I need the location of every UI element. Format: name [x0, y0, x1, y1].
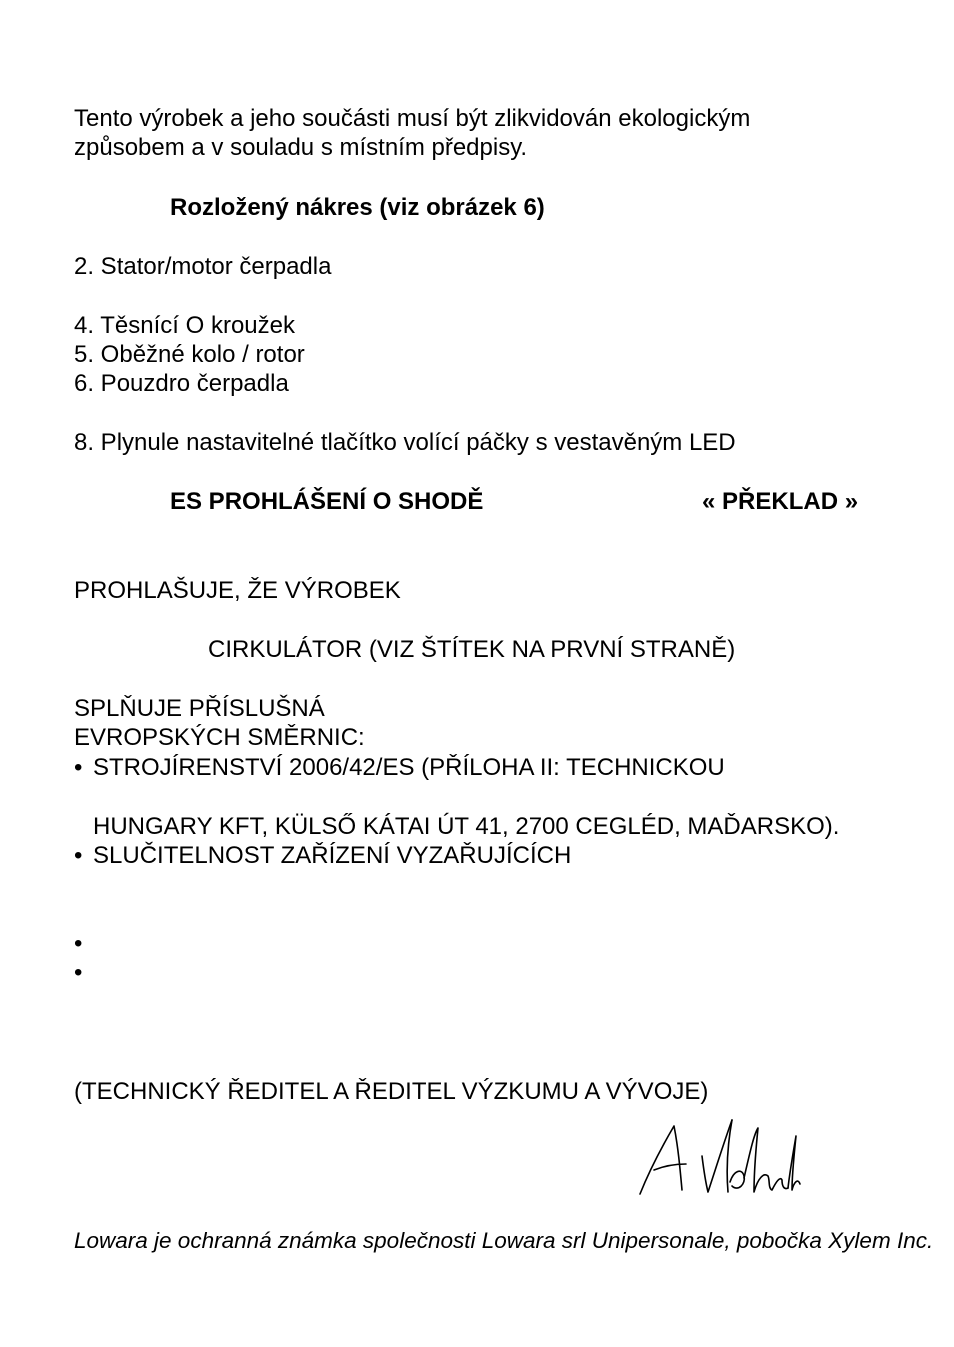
part-item-6: 6. Pouzdro čerpadla	[74, 370, 289, 397]
intro-line-1: Tento výrobek a jeho součásti musí být zlikvidován ekologickým	[74, 105, 751, 132]
part-item-2: 2. Stator/motor čerpadla	[74, 253, 332, 280]
exploded-drawing-heading: Rozložený nákres (viz obrázek 6)	[170, 194, 545, 221]
part-item-8: 8. Plynule nastavitelné tlačítko volící páčky s vestavěným LED	[74, 429, 736, 456]
product-line: CIRKULÁTOR (VIZ ŠTÍTEK NA PRVNÍ STRANĚ)	[208, 636, 736, 663]
intro-line-2: způsobem a v souladu s místním předpisy.	[74, 134, 528, 161]
manufacturer-address: HUNGARY KFT, KÜLSŐ KÁTAI ÚT 41, 2700 CEGLÉD, MAĎARSKO).	[93, 813, 840, 840]
part-item-4: 4. Těsnící O kroužek	[74, 312, 295, 339]
complies-line-2: EVROPSKÝCH SMĚRNIC:	[74, 724, 365, 751]
directive-machinery: STROJÍRENSTVÍ 2006/42/ES (PŘÍLOHA II: TECHNICKOU	[93, 754, 725, 781]
bullet-machinery: •	[74, 754, 83, 781]
signatory-title: (TECHNICKÝ ŘEDITEL A ŘEDITEL VÝZKUMU A VÝVOJE)	[74, 1078, 709, 1105]
bullet-emc: •	[74, 842, 83, 869]
directive-emc: SLUČITELNOST ZAŘÍZENÍ VYZAŘUJÍCÍCH	[93, 842, 572, 869]
declares-line: PROHLAŠUJE, ŽE VÝROBEK	[74, 577, 401, 604]
footer-trademark: Lowara je ochranná známka společnosti Lowara srl Unipersonale, pobočka Xylem Inc.	[74, 1228, 934, 1253]
complies-line-1: SPLŇUJE PŘÍSLUŠNÁ	[74, 695, 325, 722]
bullet-empty-1: •	[74, 930, 83, 957]
handwritten-signature	[634, 1112, 806, 1202]
bullet-empty-2: •	[74, 959, 83, 986]
translation-tag: « PŘEKLAD »	[702, 488, 859, 515]
declaration-title: ES PROHLÁŠENÍ O SHODĚ	[170, 488, 484, 515]
part-item-5: 5. Oběžné kolo / rotor	[74, 341, 305, 368]
